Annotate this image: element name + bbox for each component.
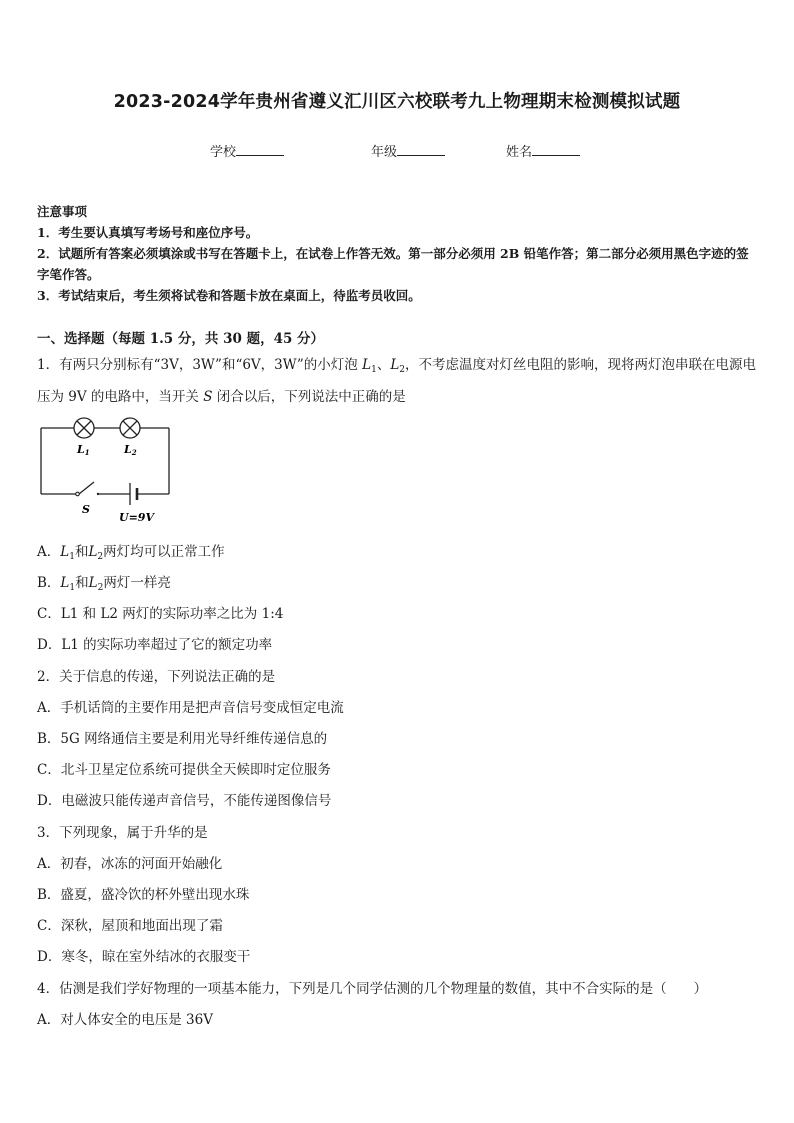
notice-item-1: 1．考生要认真填写考场号和座位序号。 xyxy=(37,225,259,240)
lamp-l2-icon xyxy=(120,418,140,438)
q3-stem: 3．下列现象，属于升华的是 xyxy=(37,825,208,841)
switch-blade xyxy=(79,482,94,494)
q1-option-a-and: 和 xyxy=(74,544,89,560)
q1-separator: 、 xyxy=(376,357,391,373)
q2-option-c: C．北斗卫星定位系统可提供全天候即时定位服务 xyxy=(37,762,331,778)
switch-contact-right xyxy=(97,493,99,495)
label-s: S xyxy=(82,503,90,516)
school-blank xyxy=(236,143,284,156)
q1-option-b xyxy=(37,571,171,593)
circuit-diagram xyxy=(36,414,176,526)
label-voltage: U=9V xyxy=(119,511,154,524)
q1-stem-text-a: 1．有两只分别标有“3V，3W”和“6V，3W”的小灯泡 xyxy=(37,357,363,373)
q2-option-a: A．手机话筒的主要作用是把声音信号变成恒定电流 xyxy=(37,700,344,716)
q1-option-a-sub1: 1 xyxy=(69,552,75,562)
name-label: 姓名 xyxy=(506,145,533,160)
q4-option-a: A．对人体安全的电压是 36V xyxy=(37,1012,213,1028)
q1-option-b-text: 两灯一样亮 xyxy=(103,575,171,591)
q1-stem-line1 xyxy=(37,353,756,375)
label-l2: L2 xyxy=(124,443,137,457)
q3-option-b: B．盛夏，盛冷饮的杯外壁出现水珠 xyxy=(37,887,250,903)
q1-option-a-l2: L xyxy=(88,544,98,560)
q3-option-d: D．寒冬，晾在室外结冰的衣服变干 xyxy=(37,949,251,965)
school-label: 学校 xyxy=(210,145,237,160)
notice-item-2: 2．试题所有答案必须填涂或书写在答题卡上，在试卷上作答无效。第一部分必须用 2B 铅笔作答；第二部分必须用黑色字迹的签字笔作答。 xyxy=(37,246,749,282)
q1-option-b-sub1: 1 xyxy=(69,583,76,593)
q1-option-a-l1: L xyxy=(60,544,70,560)
q1-option-b-l1: L xyxy=(60,575,70,591)
q1-var-L2: L xyxy=(390,357,400,373)
page-title: 2023-2024学年贵州省遵义汇川区六校联考九上物理期末检测模拟试题 xyxy=(113,92,681,112)
section-heading: 一、选择题（每题 1.5 分，共 30 题，45 分） xyxy=(37,331,325,347)
notice-block xyxy=(37,201,759,306)
q1-option-a-text: 两灯均可以正常工作 xyxy=(103,544,225,560)
q1-var-L1: L xyxy=(362,357,372,373)
q1-option-d: D．L1 的实际功率超过了它的额定功率 xyxy=(37,637,273,653)
q1-option-a-prefix: A． xyxy=(37,544,61,560)
q1-stem-line2 xyxy=(37,385,406,405)
q2-option-d: D．电磁波只能传递声音信号，不能传递图像信号 xyxy=(37,793,332,809)
q1-stem-text-c2: 闭合以后，下列说法中正确的是 xyxy=(212,389,406,405)
q1-sub-2: 2 xyxy=(399,365,406,375)
q1-option-b-l2: L xyxy=(88,575,98,591)
notice-item-3: 3．考试结束后，考生须将试卷和答题卡放在桌面上，待监考员收回。 xyxy=(37,288,421,303)
q3-option-a: A．初春，冰冻的河面开始融化 xyxy=(37,856,223,872)
q1-sub-1: 1 xyxy=(371,365,377,375)
grade-blank xyxy=(397,143,445,156)
q1-option-b-and: 和 xyxy=(75,575,89,591)
school-field xyxy=(210,141,284,160)
notice-heading: 注意事项 xyxy=(37,204,88,219)
name-field xyxy=(506,141,580,160)
q1-option-b-prefix: B． xyxy=(37,575,61,591)
q1-option-a xyxy=(37,540,225,562)
q1-var-S: S xyxy=(203,389,213,405)
q1-stem-text-b: ，不考虑温度对灯丝电阻的影响，现将两灯泡串联在电源电 xyxy=(405,357,757,373)
q2-stem: 2．关于信息的传递，下列说法正确的是 xyxy=(37,669,276,685)
q1-stem-text-c1: 压为 9V 的电路中，当开关 xyxy=(37,389,204,405)
q1-option-b-sub2: 2 xyxy=(97,583,104,593)
switch-contact-left xyxy=(76,492,80,496)
lamp-l1-icon xyxy=(74,418,94,438)
q1-option-c: C．L1 和 L2 两灯的实际功率之比为 1:4 xyxy=(37,606,284,622)
q2-option-b: B．5G 网络通信主要是利用光导纤维传递信息的 xyxy=(37,731,328,747)
q1-option-a-sub2: 2 xyxy=(97,552,104,562)
grade-label: 年级 xyxy=(371,145,398,160)
grade-field xyxy=(371,141,445,160)
q3-option-c: C．深秋，屋顶和地面出现了霜 xyxy=(37,918,223,934)
q4-stem: 4．估测是我们学好物理的一项基本能力，下列是几个同学估测的几个物理量的数值，其中不合实际的是（ ） xyxy=(37,981,708,997)
label-l1: L1 xyxy=(77,443,90,457)
name-blank xyxy=(532,143,580,156)
